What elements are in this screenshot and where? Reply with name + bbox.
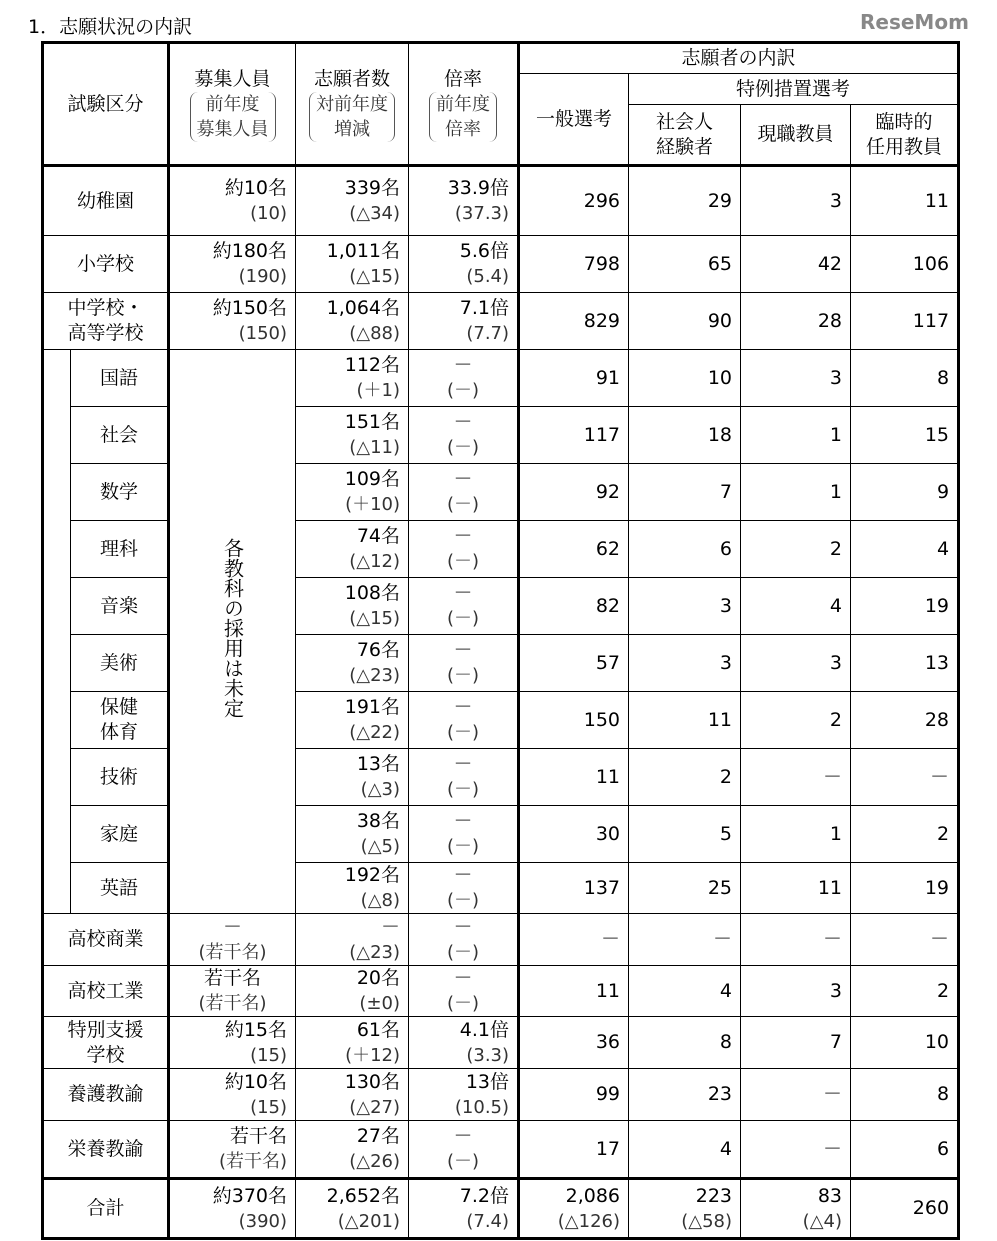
count-gen: 11 xyxy=(519,966,629,1017)
count-cur: 3 xyxy=(741,166,851,236)
row-label: 栄養教諭 xyxy=(43,1121,169,1179)
count-tmp: 19 xyxy=(851,863,959,914)
row-label: 英語 xyxy=(71,863,169,914)
ratio-cell: 33.9倍 (37.3) xyxy=(409,166,519,236)
count-gen: 17 xyxy=(519,1121,629,1179)
count-cur: 1 xyxy=(741,464,851,521)
count-tmp: 13 xyxy=(851,635,959,692)
recruit-cell: 約180名 (190) xyxy=(169,236,296,293)
count-soc: － xyxy=(629,914,741,966)
count-tmp: － xyxy=(851,914,959,966)
count-tmp: 117 xyxy=(851,293,959,350)
ratio-cell: － (－) xyxy=(409,578,519,635)
subject-recruit-note: 各教科の採用は未定 xyxy=(169,350,296,914)
count-gen: 57 xyxy=(519,635,629,692)
row-label: 技術 xyxy=(71,749,169,806)
row-label: 幼稚園 xyxy=(43,166,169,236)
ratio-cell: 7.2倍 (7.4) xyxy=(409,1179,519,1239)
total-row xyxy=(43,1179,959,1239)
applicant-breakdown-table xyxy=(41,41,960,1240)
applicants-cell: 108名 (△15) xyxy=(296,578,409,635)
count-soc: 8 xyxy=(629,1017,741,1069)
count-tmp: 15 xyxy=(851,407,959,464)
count-tmp: 9 xyxy=(851,464,959,521)
count-tmp: 2 xyxy=(851,806,959,863)
ratio-cell: － (－) xyxy=(409,464,519,521)
count-tmp: 4 xyxy=(851,521,959,578)
count-tmp: 2 xyxy=(851,966,959,1017)
applicants-cell: 130名 (△27) xyxy=(296,1069,409,1121)
table-row xyxy=(43,293,959,350)
count-gen: 137 xyxy=(519,863,629,914)
applicants-cell: 76名 (△23) xyxy=(296,635,409,692)
section-title: 1．志願状況の内訳 xyxy=(28,16,193,38)
count-gen: 99 xyxy=(519,1069,629,1121)
count-tmp: 8 xyxy=(851,1069,959,1121)
table-row xyxy=(43,1069,959,1121)
row-label: 高校工業 xyxy=(43,966,169,1017)
recruit-cell: － (若干名) xyxy=(169,914,296,966)
applicants-cell: 2,652名 (△201) xyxy=(296,1179,409,1239)
applicants-cell: 112名 (＋1) xyxy=(296,350,409,407)
count-soc: 29 xyxy=(629,166,741,236)
applicants-cell: 38名 (△5) xyxy=(296,806,409,863)
row-label: 家庭 xyxy=(71,806,169,863)
count-cur: － xyxy=(741,1121,851,1179)
count-cur: 1 xyxy=(741,806,851,863)
count-gen: 30 xyxy=(519,806,629,863)
applicants-cell: 27名 (△26) xyxy=(296,1121,409,1179)
ratio-cell: － (－) xyxy=(409,863,519,914)
count-soc: 2 xyxy=(629,749,741,806)
count-cur: 3 xyxy=(741,350,851,407)
count-cur: 2 xyxy=(741,521,851,578)
total-gen: 2,086 (△126) xyxy=(519,1179,629,1239)
row-label: 保健 体育 xyxy=(71,692,169,749)
header-special: 特例措置選考 xyxy=(629,74,959,105)
count-gen: － xyxy=(519,914,629,966)
applicants-cell: 20名 (±0) xyxy=(296,966,409,1017)
row-label: 理科 xyxy=(71,521,169,578)
recruit-cell: 約150名 (150) xyxy=(169,293,296,350)
count-gen: 296 xyxy=(519,166,629,236)
ratio-cell: － (－) xyxy=(409,806,519,863)
count-soc: 65 xyxy=(629,236,741,293)
applicants-cell: 109名 (＋10) xyxy=(296,464,409,521)
total-tmp: 260 xyxy=(851,1179,959,1239)
count-cur: 42 xyxy=(741,236,851,293)
header-current: 現職教員 xyxy=(741,105,851,166)
ratio-cell: 7.1倍 (7.7) xyxy=(409,293,519,350)
applicants-cell: 61名 (＋12) xyxy=(296,1017,409,1069)
count-gen: 62 xyxy=(519,521,629,578)
count-tmp: 6 xyxy=(851,1121,959,1179)
recruit-cell: 約10名 (15) xyxy=(169,1069,296,1121)
watermark-logo: ReseMom xyxy=(860,10,969,34)
header-ratio: 倍率 前年度 倍率 xyxy=(409,43,519,166)
table-row xyxy=(43,1121,959,1179)
count-gen: 92 xyxy=(519,464,629,521)
table-row xyxy=(43,1017,959,1069)
count-cur: 28 xyxy=(741,293,851,350)
row-label: 国語 xyxy=(71,350,169,407)
count-cur: 2 xyxy=(741,692,851,749)
header-general: 一般選考 xyxy=(519,74,629,166)
applicants-cell: 339名 (△34) xyxy=(296,166,409,236)
row-label: 養護教諭 xyxy=(43,1069,169,1121)
recruit-cell: 約370名 (390) xyxy=(169,1179,296,1239)
recruit-cell: 約15名 (15) xyxy=(169,1017,296,1069)
applicants-cell: 1,064名 (△88) xyxy=(296,293,409,350)
applicants-cell: 13名 (△3) xyxy=(296,749,409,806)
row-label: 音楽 xyxy=(71,578,169,635)
header-temporary: 臨時的 任用教員 xyxy=(851,105,959,166)
count-gen: 798 xyxy=(519,236,629,293)
count-cur: 3 xyxy=(741,966,851,1017)
applicants-cell: － (△23) xyxy=(296,914,409,966)
count-soc: 6 xyxy=(629,521,741,578)
count-soc: 90 xyxy=(629,293,741,350)
count-gen: 150 xyxy=(519,692,629,749)
ratio-cell: － (－) xyxy=(409,966,519,1017)
recruit-cell: 若干名 (若干名) xyxy=(169,1121,296,1179)
count-tmp: 19 xyxy=(851,578,959,635)
ratio-cell: － (－) xyxy=(409,692,519,749)
header-breakdown: 志願者の内訳 xyxy=(519,43,959,74)
count-soc: 11 xyxy=(629,692,741,749)
header-category: 試験区分 xyxy=(43,43,169,166)
count-cur: － xyxy=(741,914,851,966)
count-cur: 11 xyxy=(741,863,851,914)
count-cur: 3 xyxy=(741,635,851,692)
count-soc: 3 xyxy=(629,635,741,692)
count-tmp: － xyxy=(851,749,959,806)
table-row xyxy=(43,350,959,407)
total-cur: 83 (△4) xyxy=(741,1179,851,1239)
row-label: 小学校 xyxy=(43,236,169,293)
count-soc: 4 xyxy=(629,966,741,1017)
count-tmp: 8 xyxy=(851,350,959,407)
table-row xyxy=(43,966,959,1017)
count-cur: － xyxy=(741,749,851,806)
header-applicants: 志願者数 対前年度 増減 xyxy=(296,43,409,166)
row-label: 美術 xyxy=(71,635,169,692)
count-gen: 117 xyxy=(519,407,629,464)
count-gen: 36 xyxy=(519,1017,629,1069)
ratio-cell: 5.6倍 (5.4) xyxy=(409,236,519,293)
count-cur: － xyxy=(741,1069,851,1121)
count-soc: 4 xyxy=(629,1121,741,1179)
count-cur: 4 xyxy=(741,578,851,635)
count-tmp: 11 xyxy=(851,166,959,236)
total-soc: 223 (△58) xyxy=(629,1179,741,1239)
table-row xyxy=(43,236,959,293)
ratio-cell: － (－) xyxy=(409,1121,519,1179)
ratio-cell: － (－) xyxy=(409,749,519,806)
count-gen: 829 xyxy=(519,293,629,350)
count-soc: 10 xyxy=(629,350,741,407)
count-gen: 91 xyxy=(519,350,629,407)
count-soc: 5 xyxy=(629,806,741,863)
ratio-cell: － (－) xyxy=(409,914,519,966)
count-cur: 1 xyxy=(741,407,851,464)
count-tmp: 106 xyxy=(851,236,959,293)
applicants-cell: 74名 (△12) xyxy=(296,521,409,578)
applicants-cell: 192名 (△8) xyxy=(296,863,409,914)
ratio-cell: － (－) xyxy=(409,521,519,578)
count-gen: 11 xyxy=(519,749,629,806)
recruit-cell: 約10名 (10) xyxy=(169,166,296,236)
ratio-cell: － (－) xyxy=(409,407,519,464)
indent-cell xyxy=(43,350,71,914)
ratio-cell: 4.1倍 (3.3) xyxy=(409,1017,519,1069)
count-soc: 18 xyxy=(629,407,741,464)
ratio-cell: 13倍 (10.5) xyxy=(409,1069,519,1121)
count-tmp: 10 xyxy=(851,1017,959,1069)
header-recruit: 募集人員 前年度 募集人員 xyxy=(169,43,296,166)
row-label: 中学校・ 高等学校 xyxy=(43,293,169,350)
row-label: 高校商業 xyxy=(43,914,169,966)
row-label: 社会 xyxy=(71,407,169,464)
ratio-cell: － (－) xyxy=(409,350,519,407)
applicants-cell: 191名 (△22) xyxy=(296,692,409,749)
count-soc: 3 xyxy=(629,578,741,635)
table-row xyxy=(43,914,959,966)
count-tmp: 28 xyxy=(851,692,959,749)
count-gen: 82 xyxy=(519,578,629,635)
count-cur: 7 xyxy=(741,1017,851,1069)
applicants-cell: 151名 (△11) xyxy=(296,407,409,464)
ratio-cell: － (－) xyxy=(409,635,519,692)
count-soc: 7 xyxy=(629,464,741,521)
row-label: 特別支援 学校 xyxy=(43,1017,169,1069)
row-label: 合計 xyxy=(43,1179,169,1239)
count-soc: 23 xyxy=(629,1069,741,1121)
count-soc: 25 xyxy=(629,863,741,914)
header-social: 社会人 経験者 xyxy=(629,105,741,166)
recruit-cell: 若干名 (若干名) xyxy=(169,966,296,1017)
table-row xyxy=(43,166,959,236)
applicants-cell: 1,011名 (△15) xyxy=(296,236,409,293)
row-label: 数学 xyxy=(71,464,169,521)
